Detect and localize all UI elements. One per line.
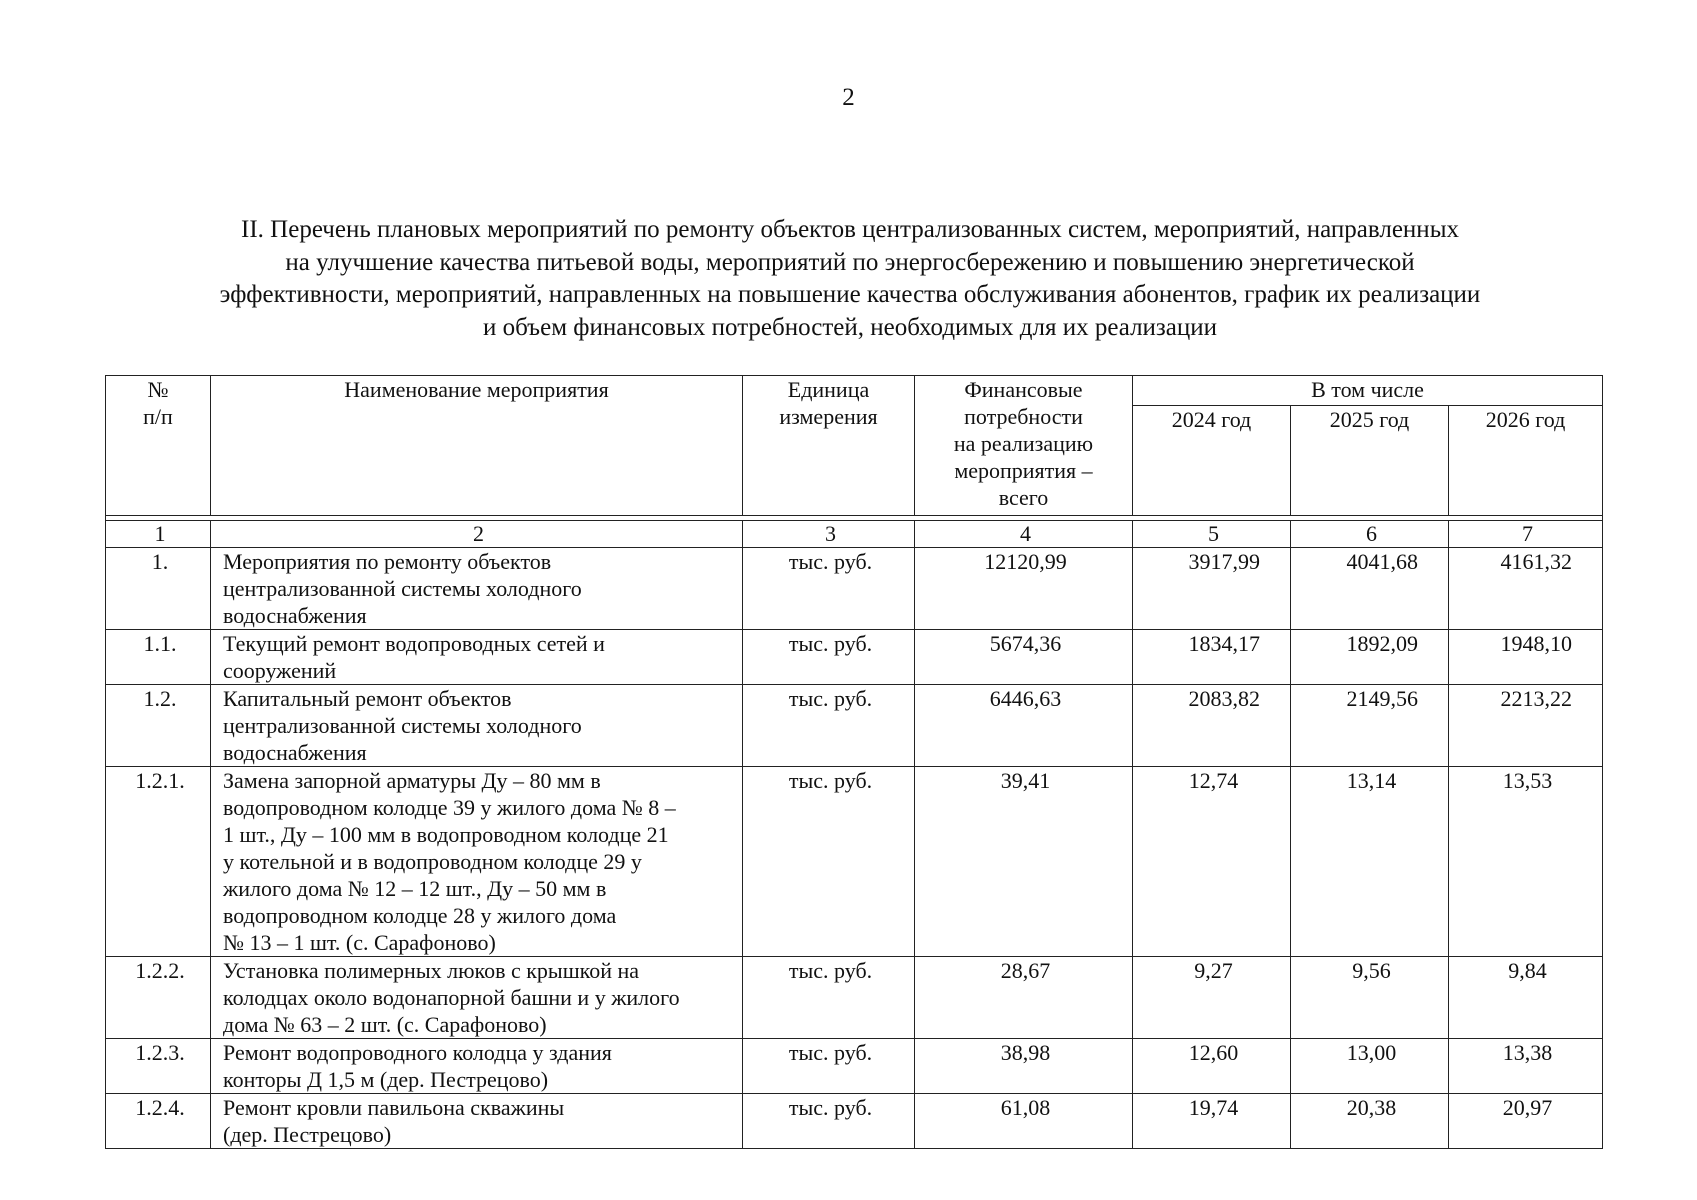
amount-2024: 2083,82 — [1133, 685, 1291, 767]
header-year-2024: 2024 год — [1133, 406, 1291, 516]
table-row — [106, 767, 1603, 957]
activity-name: Замена запорной арматуры Ду – 80 мм в водопроводном колодце 39 у жилого дома № 8 – 1 шт., Ду – 100 мм в водопроводном колодце 21 у котельной и в водопроводном колодце 29 у жилого дома № 12 – 12 шт., Ду – 50 мм в водопроводном колодце 28 у жилого дома № 13 – 1 шт. (с. Сарафоново) — [211, 767, 743, 957]
title-line: на улучшение качества питьевой воды, мероприятий по энергосбережению и повышению энергетической — [285, 248, 1415, 276]
amount-2026: 9,84 — [1449, 957, 1603, 1039]
unit: тыс. руб. — [743, 630, 915, 685]
title-line: II. Перечень плановых мероприятий по ремонту объектов централизованных систем, мероприятий, направленных — [241, 216, 1459, 243]
activity-name: Ремонт кровли павильона скважины (дер. Пестрецово) — [211, 1094, 743, 1149]
amount-2024: 12,60 — [1133, 1039, 1291, 1094]
total-amount: 39,41 — [915, 767, 1133, 957]
header-including: В том числе — [1133, 376, 1603, 406]
row-number: 1.1. — [106, 630, 211, 685]
row-number: 1.2.3. — [106, 1039, 211, 1094]
unit: тыс. руб. — [743, 767, 915, 957]
header-unit: Единица измерения — [743, 376, 915, 516]
amount-2026: 2213,22 — [1449, 685, 1603, 767]
total-amount: 5674,36 — [915, 630, 1133, 685]
amount-2025: 4041,68 — [1291, 548, 1449, 630]
table-row — [106, 1094, 1603, 1149]
amount-2024: 19,74 — [1133, 1094, 1291, 1149]
amount-2026: 1948,10 — [1449, 630, 1603, 685]
amount-2026: 13,38 — [1449, 1039, 1603, 1094]
table-row — [106, 957, 1603, 1039]
total-amount: 6446,63 — [915, 685, 1133, 767]
activity-name: Текущий ремонт водопроводных сетей и сооружений — [211, 630, 743, 685]
amount-2025: 2149,56 — [1291, 685, 1449, 767]
unit: тыс. руб. — [743, 1039, 915, 1094]
activities-table — [105, 375, 1603, 1149]
column-index: 3 — [743, 521, 915, 548]
total-amount: 38,98 — [915, 1039, 1133, 1094]
amount-2025: 9,56 — [1291, 957, 1449, 1039]
title-line: эффективности, мероприятий, направленных на повышение качества обслуживания абонентов, график их реализации — [219, 281, 1481, 308]
row-number: 1.2.2. — [106, 957, 211, 1039]
unit: тыс. руб. — [743, 548, 915, 630]
row-number: 1.2.1. — [106, 767, 211, 957]
total-amount: 12120,99 — [915, 548, 1133, 630]
amount-2024: 1834,17 — [1133, 630, 1291, 685]
header-number: № п/п — [106, 376, 211, 516]
activity-name: Мероприятия по ремонту объектов централизованной системы холодного водоснабжения — [211, 548, 743, 630]
row-number: 1.2. — [106, 685, 211, 767]
table-row — [106, 1039, 1603, 1094]
column-index: 5 — [1133, 521, 1291, 548]
header-year-2025: 2025 год — [1291, 406, 1449, 516]
amount-2025: 20,38 — [1291, 1094, 1449, 1149]
unit: тыс. руб. — [743, 957, 915, 1039]
row-number: 1. — [106, 548, 211, 630]
title-line: и объем финансовых потребностей, необходимых для их реализации — [482, 313, 1218, 341]
amount-2025: 1892,09 — [1291, 630, 1449, 685]
amount-2026: 20,97 — [1449, 1094, 1603, 1149]
activity-name: Установка полимерных люков с крышкой на колодцах около водонапорной башни и у жилого дома № 63 – 2 шт. (с. Сарафоново) — [211, 957, 743, 1039]
row-number: 1.2.4. — [106, 1094, 211, 1149]
header-year-2026: 2026 год — [1449, 406, 1603, 516]
total-amount: 28,67 — [915, 957, 1133, 1039]
amount-2024: 3917,99 — [1133, 548, 1291, 630]
header-name: Наименование мероприятия — [211, 376, 743, 516]
document-title — [110, 214, 1590, 344]
column-index: 2 — [211, 521, 743, 548]
header-finance-total: Финансовые потребности на реализацию мероприятия – всего — [915, 376, 1133, 516]
column-index: 6 — [1291, 521, 1449, 548]
amount-2024: 9,27 — [1133, 957, 1291, 1039]
table-row — [106, 685, 1603, 767]
column-index: 7 — [1449, 521, 1603, 548]
column-index: 1 — [106, 521, 211, 548]
total-amount: 61,08 — [915, 1094, 1133, 1149]
amount-2025: 13,00 — [1291, 1039, 1449, 1094]
amount-2025: 13,14 — [1291, 767, 1449, 957]
table-row — [106, 548, 1603, 630]
unit: тыс. руб. — [743, 1094, 915, 1149]
amount-2024: 12,74 — [1133, 767, 1291, 957]
activity-name: Капитальный ремонт объектов централизованной системы холодного водоснабжения — [211, 685, 743, 767]
page-number: 2 — [842, 84, 855, 111]
activity-name: Ремонт водопроводного колодца у здания конторы Д 1,5 м (дер. Пестрецово) — [211, 1039, 743, 1094]
table-row — [106, 630, 1603, 685]
unit: тыс. руб. — [743, 685, 915, 767]
column-index-row — [106, 521, 1603, 548]
column-index: 4 — [915, 521, 1133, 548]
amount-2026: 13,53 — [1449, 767, 1603, 957]
amount-2026: 4161,32 — [1449, 548, 1603, 630]
